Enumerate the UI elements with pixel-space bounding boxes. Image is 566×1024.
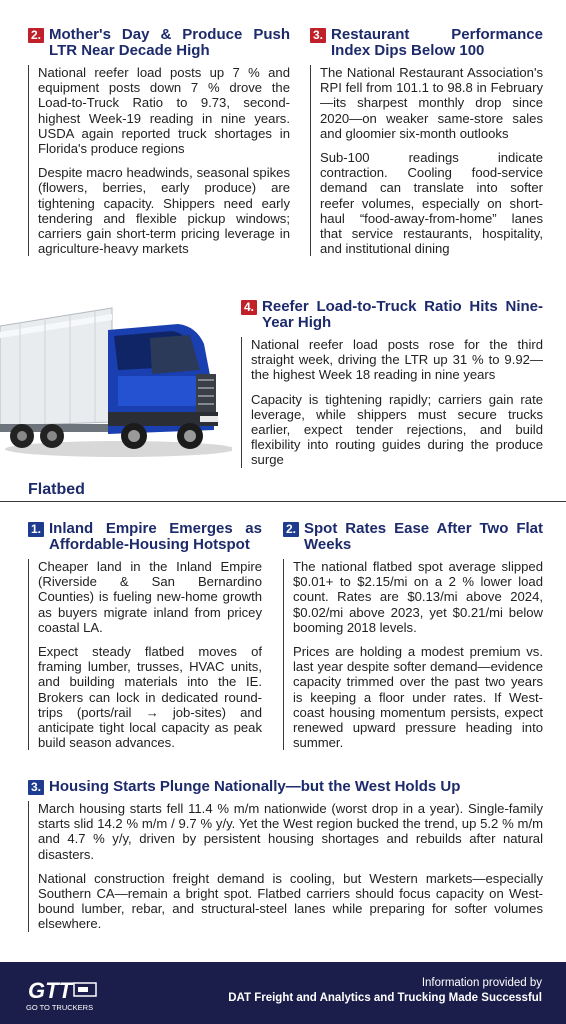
article-number-badge: 3.	[310, 28, 326, 43]
reefer-article-3	[310, 27, 543, 256]
article-paragraph: The national flatbed spot average slipped $0.01+ to $2.15/mi on a 2 % lower load count. Rates are $0.13/mi above 2024, $0.02/mi above 2023, yet $0.21/mi below booming 2018 levels.	[293, 559, 543, 635]
article-title: Housing Starts Plunge Nationally—but the West Holds Up	[49, 778, 461, 795]
article-heading	[283, 521, 543, 553]
footer-line-1: Information provided by	[421, 977, 542, 989]
footer-line-2: DAT Freight and Analytics and Trucking Made Successful	[228, 992, 542, 1004]
article-number-badge: 1.	[28, 522, 44, 537]
article-paragraph: Despite macro headwinds, seasonal spikes (flowers, berries, early produce) are tightening capacity. Shippers need early tendering and flexible pickup windows; carriers gain short-term pricing leverage in agriculture-heavy markets	[38, 165, 290, 257]
article-heading	[28, 521, 262, 553]
article-body	[28, 65, 290, 256]
article-body	[283, 559, 543, 750]
article-paragraph: Capacity is tightening rapidly; carriers gain rate leverage, while shippers must secure trucks earlier, expect tender rejections, and build flexibility into routing guides during the produce surge	[251, 391, 543, 468]
article-heading	[241, 299, 543, 331]
logo-text: GO TO TRUCKERS	[26, 1003, 94, 1012]
article-paragraph: The National Restaurant Association's RPI fell from 101.1 to 98.8 in February—its sharpest monthly drop since 2020—on weaker same-store sales and gloomier six-month outlooks	[320, 65, 543, 141]
article-paragraph: Prices are holding a modest premium vs. last year despite softer demand—evidence capacity trimmed over the past two years is keeping a floor under rates. If West-coast housing momentum persists, expect renewed upward pressure heading into summer.	[293, 644, 543, 751]
go-to-truckers-logo	[26, 974, 104, 1014]
article-title: Reefer Load-to-Truck Ratio Hits Nine-Year High	[262, 298, 543, 331]
article-heading	[28, 27, 290, 59]
article-heading	[310, 27, 543, 59]
article-title: Spot Rates Ease After Two Flat Weeks	[304, 520, 543, 553]
flatbed-article-1	[28, 521, 262, 750]
article-title: Restaurant Performance Index Dips Below 100	[331, 26, 543, 59]
footer-credits	[228, 976, 542, 1006]
section-divider	[0, 501, 566, 502]
article-paragraph: Cheaper land in the Inland Empire (Riverside & San Bernardino Counties) is fueling new-home growth as buyers migrate inland from pricey coastal LA.	[38, 559, 262, 635]
article-body	[241, 337, 543, 468]
article-number-badge: 2.	[283, 522, 299, 537]
flatbed-article-3	[28, 779, 543, 932]
article-paragraph: Expect steady flatbed moves of framing lumber, trusses, HVAC units, and building materials into the IE. Brokers can lock in dedicated round-trips (ports/rail → job-sites) and anticipate tight local capacity as peak build season advances.	[38, 644, 262, 751]
article-paragraph: National construction freight demand is cooling, but Western markets—especially Southern CA—remain a bright spot. Flatbed carriers should focus capacity on West-bound lumber, rebar, and structural-steel lanes while preparing for softer volumes elsewhere.	[38, 870, 543, 932]
article-body	[28, 559, 262, 750]
article-number-badge: 4.	[241, 300, 257, 315]
flatbed-section-title: Flatbed	[28, 481, 85, 498]
article-paragraph: National reefer load posts up 7 % and equipment posts down 7 % drove the Load-to-Truck Ratio to 9.73, second-highest Week-19 reading in nine years. USDA again reported truck shortages in Florida's produce regions	[38, 65, 290, 157]
article-paragraph: March housing starts fell 11.4 % m/m nationwide (worst drop in a year). Single-family starts slid 14.2 % m/m / 9.7 % y/y. Yet the West region bucked the trend, up 5.2 % m/m and 4.7 % y/y, driven by persistent housing shortages and rebuilds after natural disasters.	[38, 801, 543, 862]
reefer-article-2	[28, 27, 290, 256]
reefer-article-4	[241, 299, 543, 468]
article-number-badge: 3.	[28, 780, 44, 795]
flatbed-article-2	[283, 521, 543, 750]
article-title: Inland Empire Emerges as Affordable-Housing Hotspot	[49, 520, 262, 553]
article-number-badge: 2.	[28, 28, 44, 43]
svg-text:GTT: GTT	[28, 978, 72, 1003]
article-paragraph: Sub-100 readings indicate contraction. Cooling food-service demand can translate into softer reefer volumes, especially on short-haul “food-away-from-home” lanes that service restaurants, hospitality, and institutional dining	[320, 150, 543, 257]
article-body	[28, 801, 543, 932]
truck-illustration	[0, 304, 232, 459]
article-title: Mother's Day & Produce Push LTR Near Decade High	[49, 26, 290, 59]
article-body	[310, 65, 543, 256]
article-heading	[28, 779, 543, 795]
article-paragraph: National reefer load posts rose for the third straight week, driving the LTR up 31 % to 9.92—the highest Week 18 reading in nine years	[251, 337, 543, 383]
